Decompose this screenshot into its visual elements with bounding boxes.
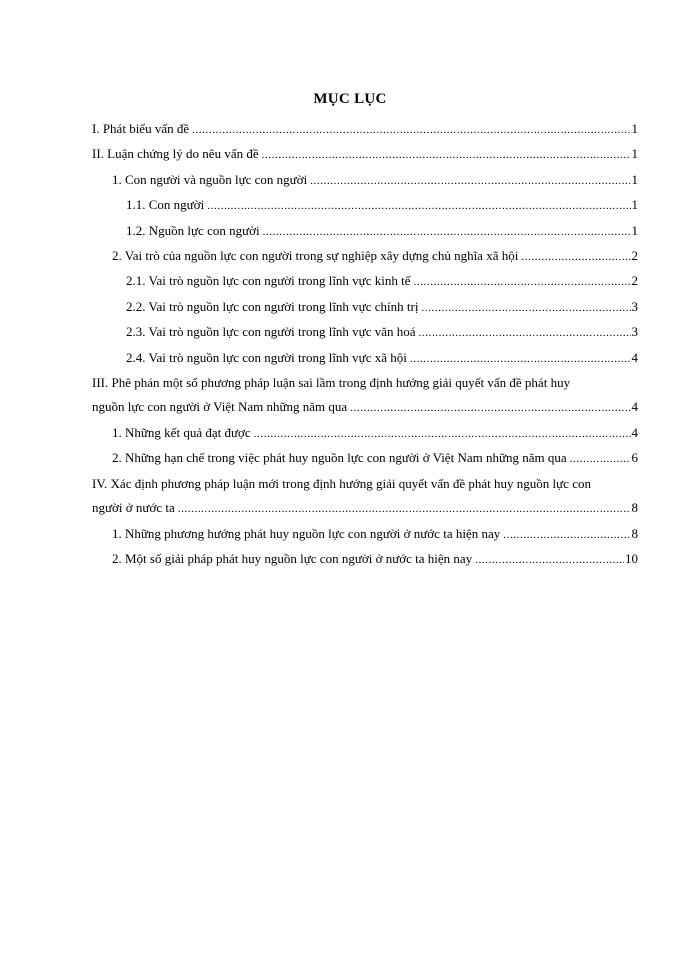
toc-entry-2-2-1[interactable] (92, 269, 638, 294)
toc-entry-2-1-1[interactable] (92, 193, 638, 218)
dot-leader (570, 447, 631, 471)
toc-entry-label-line1: IV. Xác định phương pháp luận mới trong định hướng giải quyết vấn đề phát huy nguồn lực con (92, 475, 591, 491)
toc-entry-2-2-2[interactable] (92, 295, 638, 320)
toc-entry-label: 1.2. Nguồn lực con người (126, 222, 260, 238)
toc-entry-2-2-4[interactable] (92, 346, 638, 371)
toc-entry-page: 1 (631, 197, 638, 213)
toc-entry-page: 8 (631, 500, 638, 516)
toc-entry-label: 1. Những phương hướng phát huy nguồn lực con người ở nước ta hiện nay (112, 525, 501, 541)
toc-entry-label: 1. Những kết quả đạt được (112, 424, 251, 440)
toc-entry-2-1[interactable] (92, 168, 638, 193)
dot-leader (475, 548, 624, 572)
toc-entry-page: 4 (631, 424, 638, 440)
dot-leader (262, 143, 631, 167)
toc-entry-label-line2: nguồn lực con người ở Việt Nam những năm qua (92, 399, 348, 415)
dot-leader (410, 347, 631, 371)
toc-entry-label: II. Luận chứng lý do nêu vấn đề (92, 146, 259, 162)
toc-entry-label: 2. Một số giải pháp phát huy nguồn lực con người ở nước ta hiện nay (112, 550, 473, 566)
table-of-contents (92, 117, 638, 572)
toc-entry-label: 2.4. Vai trò nguồn lực con người trong lĩnh vực xã hội (126, 349, 407, 365)
toc-entry-section-3[interactable] (92, 371, 638, 421)
toc-title: MỤC LỤC (313, 91, 387, 107)
toc-entry-page: 3 (631, 298, 638, 314)
dot-leader (414, 270, 631, 294)
toc-entry-section-1[interactable] (92, 117, 638, 142)
dot-leader (192, 118, 630, 142)
dot-leader (419, 321, 631, 345)
toc-entry-page: 2 (631, 273, 638, 289)
toc-entry-section-2[interactable] (92, 142, 638, 167)
toc-entry-page: 6 (631, 450, 638, 466)
toc-entry-page: 3 (631, 324, 638, 340)
toc-entry-label: 2. Vai trò của nguồn lực con người trong sự nghiệp xây dựng chủ nghĩa xã hội (112, 248, 519, 264)
toc-entry-page: 4 (631, 399, 638, 415)
toc-entry-page: 4 (631, 349, 638, 365)
toc-entry-label: 1. Con người và nguồn lực con người (112, 171, 308, 187)
toc-entry-label-line2: người ở nước ta (92, 500, 175, 516)
toc-entry-page: 10 (625, 550, 638, 566)
toc-entry-2-2[interactable] (92, 244, 638, 269)
dot-leader (503, 523, 630, 547)
dot-leader (254, 422, 631, 446)
toc-entry-2-2-3[interactable] (92, 320, 638, 345)
dot-leader (421, 296, 630, 320)
dot-leader (263, 220, 631, 244)
dot-leader (350, 396, 630, 420)
toc-entry-section-4[interactable] (92, 472, 638, 522)
toc-entry-4-1[interactable] (92, 522, 638, 547)
toc-entry-label: 2.1. Vai trò nguồn lực con người trong lĩnh vực kinh tế (126, 273, 411, 289)
toc-entry-label: 1.1. Con người (126, 197, 205, 213)
toc-entry-page: 1 (631, 146, 638, 162)
toc-entry-label: 2.2. Vai trò nguồn lực con người trong lĩnh vực chính trị (126, 298, 419, 314)
toc-entry-3-2[interactable] (92, 446, 638, 471)
dot-leader (310, 169, 630, 193)
toc-entry-label: I. Phát biểu vấn đề (92, 121, 190, 136)
dot-leader (178, 497, 631, 521)
toc-entry-label-line1: III. Phê phán một số phương pháp luận sai lầm trong định hướng giải quyết vấn đề phát huy (92, 375, 571, 391)
toc-entry-page: 1 (631, 171, 638, 187)
toc-entry-page: 1 (631, 121, 638, 136)
dot-leader (207, 194, 630, 218)
dot-leader (521, 245, 630, 269)
toc-entry-4-2[interactable] (92, 547, 638, 572)
toc-entry-page: 2 (631, 248, 638, 264)
toc-entry-3-1[interactable] (92, 421, 638, 446)
toc-entry-page: 1 (631, 222, 638, 238)
toc-entry-label: 2.3. Vai trò nguồn lực con người trong lĩnh vực văn hoá (126, 324, 416, 340)
toc-entry-2-1-2[interactable] (92, 219, 638, 244)
toc-entry-label: 2. Những hạn chế trong việc phát huy nguồn lực con người ở Việt Nam những năm qua (112, 450, 567, 466)
toc-entry-page: 8 (631, 525, 638, 541)
